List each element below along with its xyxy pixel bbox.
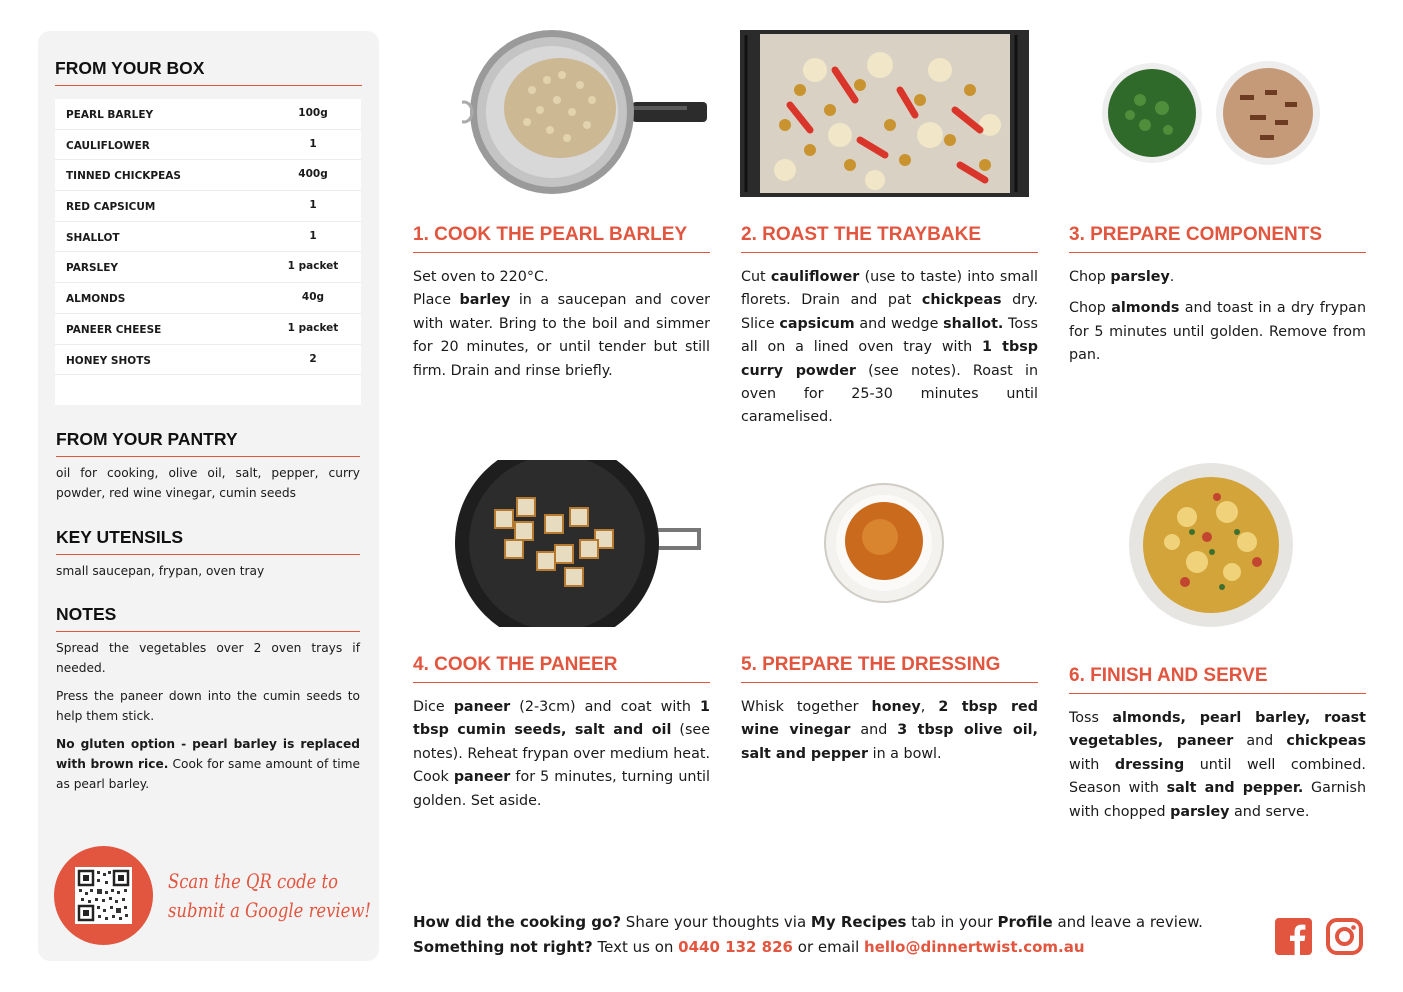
ingredient-qty: 2 [309,352,317,365]
qr-code-icon[interactable] [75,867,132,924]
text: and toast in a dry frypan for 5 minutes until golden. Remove from pan. [1069,300,1367,364]
step-6-title: 6. FINISH AND SERVE [1069,665,1366,694]
step-3-body [1069,266,1366,376]
text: . [1169,269,1175,285]
ingredient: 1 tbsp curry powder [741,339,1038,379]
text: Garnish with chopped [1069,780,1367,820]
ingredient: honey [871,699,921,715]
qr-caption-line: Scan the QR code to [168,869,338,893]
text: Text us on [592,938,679,956]
step-4-title: 4. COOK THE PANEER [413,654,710,683]
text: or email [793,938,865,956]
ingredient: parsley [1110,269,1170,285]
ingredient-name: SHALLOT [66,231,120,244]
text: Toss all on a lined oven tray with [741,315,1038,356]
text: with [1069,756,1115,773]
text: and leave a review. [1052,913,1203,931]
step-text [1069,266,1366,289]
text: Chop [1069,269,1111,285]
ingredient-row [55,99,361,130]
ingredient: shallot. [943,315,1004,332]
text: and [850,722,898,739]
ingredient-name: ALMONDS [66,293,126,306]
text: (see notes). Roast in oven for 25-30 minutes until caramelised. [741,362,1039,426]
text: (2-3cm) and coat with [510,699,701,715]
step-4-body [413,696,710,813]
ingredient: paneer [453,699,511,715]
step-6-body [1069,707,1366,824]
text: Whisk together [741,699,872,715]
step-text [413,289,710,383]
ingredient-name: PANEER CHEESE [66,323,162,336]
step-2-title: 2. ROAST THE TRAYBAKE [741,224,1038,253]
ingredient-row [55,345,361,376]
ingredient-qty: 1 [309,199,317,212]
text: and serve. [1229,803,1310,820]
facebook-icon[interactable] [1275,918,1312,955]
text: and wedge [854,315,944,332]
ingredient-row [55,283,361,314]
ingredient: chickpeas [921,292,1002,309]
instagram-icon[interactable] [1326,918,1363,955]
ingredient: barley [459,292,511,309]
ingredient-name: PARSLEY [66,262,118,275]
step-text [1069,297,1366,367]
traybake-photo [740,30,1029,197]
step-2-body [741,266,1038,430]
text: Place [413,292,460,309]
text: tab in your [906,913,998,931]
ingredient-name: TINNED CHICKPEAS [66,170,181,183]
step-5-title: 5. PREPARE THE DRESSING [741,654,1038,683]
note-bold: No gluten option - pearl barley is replaced with brown rice. [56,737,360,771]
text: Dice [413,699,454,715]
ingredient: chickpeas [1286,733,1366,750]
notes [56,638,360,802]
ingredient: almonds, pearl barley, roast vegetables, paneer [1069,710,1366,750]
pearl-barley-photo [462,30,707,198]
ingredient-qty: 100g [298,107,328,119]
utensils-text: small saucepan, frypan, oven tray [56,564,265,578]
text: in a saucepan and cover with water. Bring to the boil and simmer for 20 minutes, or until tender but still firm. Drain and rinse briefly. [413,292,711,379]
qr-caption [168,867,371,925]
from-your-pantry-heading: FROM YOUR PANTRY [56,429,360,457]
ingredient: dressing [1114,756,1185,773]
text: for 5 minutes, turning until golden. Set aside. [413,769,710,809]
pantry-text: oil for cooking, olive oil, salt, pepper, curry powder, red wine vinegar, cumin seeds [56,466,360,500]
ingredient: 2 tbsp red wine vinegar [741,699,1038,739]
ingredient-row [55,160,361,191]
note-item [56,734,360,794]
text: and [1233,733,1287,750]
contact-line [413,935,1253,960]
footer [413,910,1253,960]
ingredient-row [55,252,361,283]
sidebar [38,31,379,961]
ingredient-qty: 1 [309,229,317,242]
components-photo [1100,60,1322,166]
step-1-title: 1. COOK THE PEARL BARLEY [413,224,710,253]
ingredient-qty: 40g [301,291,325,304]
text: dry. Slice [741,292,1038,332]
feedback-question: How did the cooking go? [413,913,622,931]
ingredient-row [55,130,361,161]
text: (see notes). Reheat frypan over medium heat. Cook [413,722,710,786]
ingredient-name: HONEY SHOTS [66,354,151,367]
ingredient-qty: 1 [309,137,317,150]
text: (use to taste) into small florets. Drain and pat [741,269,1038,309]
step-5-body [741,696,1038,766]
ingredient-qty: 400g [298,168,328,181]
from-your-box-heading: FROM YOUR BOX [55,58,362,86]
step-3-title: 3. PREPARE COMPONENTS [1069,224,1366,253]
step-1-body [413,266,710,383]
ingredient: 3 tbsp olive oil, salt and pepper [741,722,1038,762]
email-link[interactable]: hello@dinnertwist.com.au [864,938,1085,956]
dressing-photo [824,483,945,604]
text: until well combined. Season with [1069,756,1366,797]
text: Chop [1069,300,1112,317]
text: in a bowl. [868,745,942,762]
ingredient-row [55,314,361,345]
ingredient: almonds [1111,300,1180,317]
ingredient: capsicum [779,315,855,332]
text: , [920,699,939,715]
ingredient-row [55,191,361,222]
ingredient-name: PEARL BARLEY [66,109,154,121]
feedback-line [413,910,1253,935]
ingredient: paneer [453,769,511,786]
ingredient-name: CAULIFLOWER [66,139,150,152]
ingredient-name: RED CAPSICUM [66,201,156,214]
note-item: Press the paneer down into the cumin seeds to help them stick. [56,689,360,723]
my-recipes-label: My Recipes [810,913,907,931]
contact-question: Something not right? [413,938,593,956]
note-text: Cook for same amount of time as pearl barley. [56,757,360,791]
ingredient-row [55,222,361,253]
text: Cut [741,269,771,285]
qr-badge [54,846,153,945]
text: Share your thoughts via [621,913,811,931]
ingredient: parsley [1170,803,1230,820]
ingredient: salt and pepper. [1166,780,1304,797]
phone-link[interactable]: 0440 132 826 [678,938,793,956]
ingredients-table [55,99,361,405]
ingredient-qty: 1 packet [287,260,339,273]
paneer-photo [455,460,701,627]
step-text: Set oven to 220°C. [413,269,549,285]
text: Toss [1069,710,1113,726]
ingredient: cauliflower [770,269,860,285]
profile-label: Profile [997,913,1053,931]
ingredient: 1 tbsp cumin seeds, salt and oil [413,699,710,739]
finished-dish-photo [1127,462,1295,628]
notes-heading: NOTES [56,604,360,632]
key-utensils-heading: KEY UTENSILS [56,527,360,555]
note-item: Spread the vegetables over 2 oven trays if needed. [56,641,360,675]
qr-caption-line: submit a Google review! [168,898,371,922]
ingredient-qty: 1 packet [287,321,339,334]
